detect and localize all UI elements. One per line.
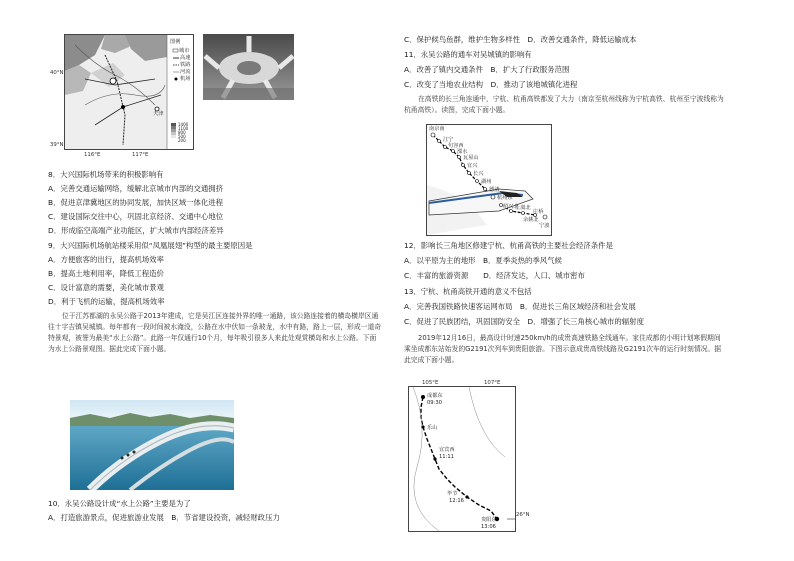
q10-stem: 10．永吴公路设计成“水上公路”主要是为了 — [48, 499, 191, 508]
map-city-label: 天津 — [153, 111, 164, 117]
lat-label-26n: 26°N — [516, 512, 530, 518]
station-yibinxi-time: 11:11 — [439, 454, 454, 460]
q9-option-b: B．提高土地利用率，降低工程造价 — [48, 269, 164, 278]
station-changxing: 长兴 — [473, 171, 484, 177]
water-road-photo — [70, 400, 234, 490]
q9-option-a: A．方便旅客的出行，提高机场效率 — [48, 255, 164, 264]
station-shaoxingbei: 绍兴北 — [503, 204, 519, 210]
legend-title: 图例 — [170, 39, 181, 45]
q8-option-d: D．形成临空高端产业功能区，扩大城市内部经济差异 — [48, 226, 224, 235]
q11-options-cd: C．改变了当地农业结构 D．推动了该地城镇化进程 — [404, 80, 578, 89]
station-guiyangdong-time: 13:06 — [481, 524, 496, 530]
hsr-route-map — [426, 124, 552, 236]
q8-option-b: B．促进京津冀地区的协同发展，加快区域一体化进程 — [48, 198, 224, 207]
station-shangyubei: 上虞北 — [515, 205, 531, 211]
lon-label-116e: 116°E — [84, 152, 101, 158]
legend-item-city: 城市 — [179, 48, 190, 54]
station-deqing: 德清 — [489, 187, 500, 193]
passage-water-road: 位于江苏都湖的永吴公路于2013年建成，它是吴江区连接外界的唯一通路，该公路连接着的横岛横岸区通往十字吉镇吴城镇。每年都有一段时间被水淹没，公路在水中伏如一条玻龙，水中有路，路上一层，形成一道奇特景观，被誉为最美“水上公路”。此路一年仅通行10个月，每年吸引很多人来此处观赏横岛和水上公路。下面为水上公路景观图。据此完成下面小题。 — [48, 312, 382, 353]
lon-label-105e: 105°E — [422, 380, 439, 386]
station-hangzhoudong: 杭州东 — [497, 195, 513, 201]
legend-item-highway: 高速 — [180, 55, 191, 61]
q13-stem: 13．宁杭、杭甬高铁开通的意义不包括 — [404, 287, 532, 296]
lon-label-117e: 117°E — [132, 152, 149, 158]
legend-item-river: 河流 — [180, 69, 191, 75]
lat-label-39n: 39°N — [50, 142, 64, 148]
q9-option-d: D．利于飞机的运输，提高机场效率 — [48, 297, 165, 306]
legend-item-airport: 机场 — [180, 76, 191, 82]
station-huzhou: 湖州 — [481, 179, 492, 185]
chengdu-guiyang-map-graphic — [409, 387, 515, 531]
elev-value-4: 500 — [178, 134, 186, 139]
station-jiangning: 江宁 — [443, 137, 454, 143]
station-chengdudong-time: 09:30 — [427, 400, 442, 406]
station-yuyaobei: 余姚北 — [523, 217, 539, 223]
station-jurongxi: 句容西 — [448, 143, 464, 149]
station-guiyangdong: 贵阳东 — [481, 517, 497, 523]
station-yibinxi: 宜宾西 — [439, 447, 455, 453]
passage-chengdu-guiyang: 2019年12月16日，最高设计时速250km/h的成贵高速铁路全线通车。家住成都的小明计划寒假期间乘坐成都东站始发的G2191次列车到贵阳旅游。下图示意成贵高铁线路及G2191次车的运行时刻情况。据此完成下面小题。 — [404, 334, 722, 364]
q13-options-ab: A．完善我国铁路快速客运网布局 B．促进长三角区域经济和社会发展 — [404, 302, 636, 311]
elev-value-1: 1400 — [178, 122, 189, 127]
q9-stem: 9．大兴国际机场航站楼采用似“凤凰展翅”构型的最主要原因是 — [48, 241, 253, 250]
airport-region-map — [64, 34, 194, 150]
legend-item-railway: 铁路 — [180, 62, 191, 68]
lat-label-40n: 40°N — [50, 70, 64, 76]
elev-value-5: 200 — [178, 138, 186, 143]
station-lishui: 溧水 — [457, 149, 468, 155]
q12-options-cd: C．丰富的旅游资源 D．经济发达，人口、城市密布 — [404, 271, 585, 280]
station-zhuangqiao: 庄桥 — [533, 209, 544, 215]
station-ningbo: 宁波 — [539, 223, 550, 229]
chengdu-guiyang-map — [408, 386, 516, 532]
station-chengdudong: 成都东 — [427, 393, 443, 399]
station-yixing: 宜兴 — [467, 163, 478, 169]
q13-options-cd: C．促进了民族团结，巩固国防安全 D．增强了长三角核心城市的辐射度 — [404, 317, 644, 326]
q8-stem: 8．大兴国际机场带来的积极影响有 — [48, 170, 164, 179]
station-bijie: 毕节 — [447, 491, 458, 497]
q12-options-ab: A．以平原为主的地形 B．夏季炎热的季风气候 — [404, 256, 562, 265]
station-nanjingnan: 南京南 — [429, 126, 445, 132]
airport-region-map-graphic — [65, 35, 193, 149]
q11-stem: 11．永吴公路的通车对吴城镇的影响有 — [404, 50, 532, 59]
q11-options-ab: A．改善了镇内交通条件 B．扩大了行政服务范围 — [404, 65, 570, 74]
q10-options-cd: C．保护候鸟鱼群，维护生物多样性 D．改善交通条件，降低运输成本 — [404, 35, 637, 44]
water-road-photo-graphic — [70, 400, 234, 490]
lon-label-107e: 107°E — [484, 380, 501, 386]
q9-option-c: C．设计富意的需要，美化城市景观 — [48, 283, 165, 292]
station-leshan: 乐山 — [427, 425, 438, 431]
station-wawushan: 瓦屋山 — [463, 155, 479, 161]
station-bijie-time: 12:16 — [449, 498, 464, 504]
elev-value-3: 800 — [178, 130, 186, 135]
passage-high-speed-rail: 在高铁的长三角连通中，宁杭、杭甬高铁都发了大力（南京至杭州线称为宁杭高铁、杭州至宁波线称为杭甬高铁）。读图，完成下面小题。 — [404, 95, 724, 114]
airport-terminal-photo-graphic — [203, 34, 294, 100]
q10-options-ab: A．打造旅游景点，促进旅游业发展 B．节省建设投资，减轻财政压力 — [48, 513, 280, 522]
q8-option-a: A．完善交通运输网络，缓解北京城市内部的交通拥挤 — [48, 184, 224, 193]
airport-terminal-photo — [203, 34, 294, 100]
elev-value-2: 1100 — [178, 126, 189, 131]
q8-option-c: C．建设国际交往中心，巩固北京经济、交通中心地位 — [48, 212, 224, 221]
q12-stem: 12．影响长三角地区修建宁杭、杭甬高铁的主要社会经济条件是 — [404, 241, 613, 250]
